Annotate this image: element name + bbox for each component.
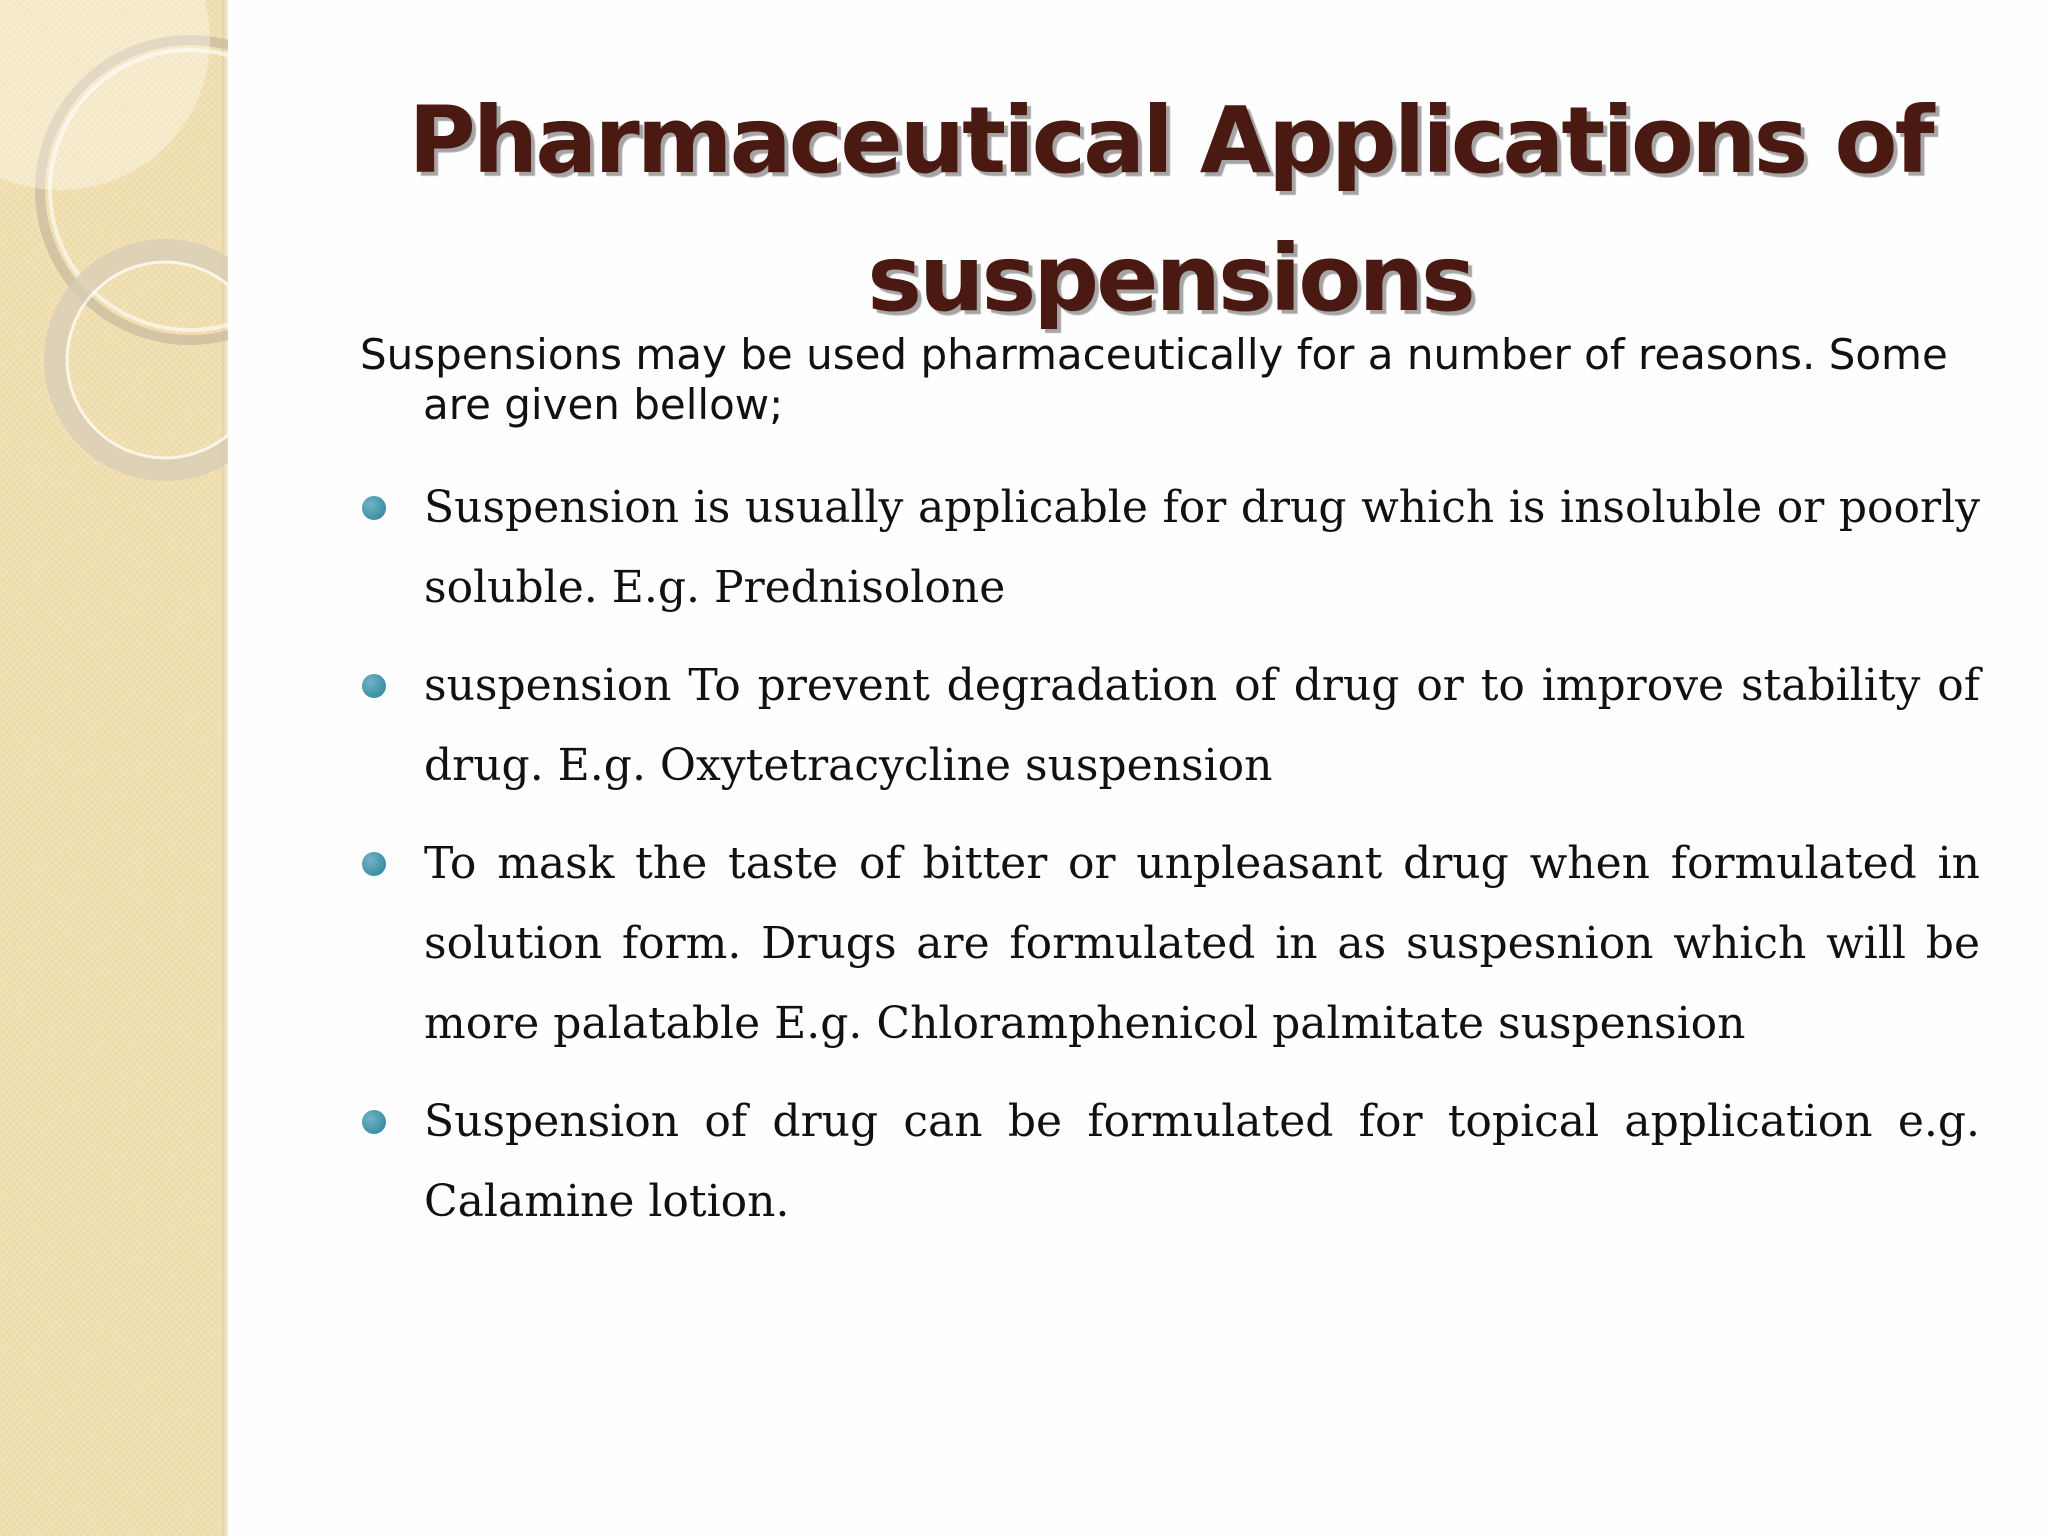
bullet-icon (362, 1110, 386, 1134)
list-item (360, 824, 1980, 1064)
list-item (360, 1082, 1980, 1242)
bullet-icon (362, 674, 386, 698)
list-item (360, 646, 1980, 806)
bullet-icon (362, 852, 386, 876)
bullet-text: Suspension is usually applicable for drug which is insoluble or poorly soluble. E.g. Prednisolone (424, 482, 1980, 613)
list-item (360, 468, 1980, 628)
bullet-list (360, 468, 1980, 1260)
intro-text: Suspensions may be used pharmaceutically for a number of reasons. Some are given bellow; (360, 330, 1948, 429)
decorative-rings (0, 0, 228, 520)
bullet-text: Suspension of drug can be formulated for topical application e.g. Calamine lotion. (424, 1096, 1980, 1227)
bullet-text: To mask the taste of bitter or unpleasant drug when formulated in solution form. Drugs are formulated in as suspesnion which will be more palatable E.g. Chloramphenicol palmitate suspension (424, 838, 1980, 1049)
bullet-text: suspension To prevent degradation of drug or to improve stability of drug. E.g. Oxytetracycline suspension (424, 660, 1980, 791)
bullet-icon (362, 496, 386, 520)
slide-title: Pharmaceutical Applications of suspensions (408, 87, 1932, 332)
